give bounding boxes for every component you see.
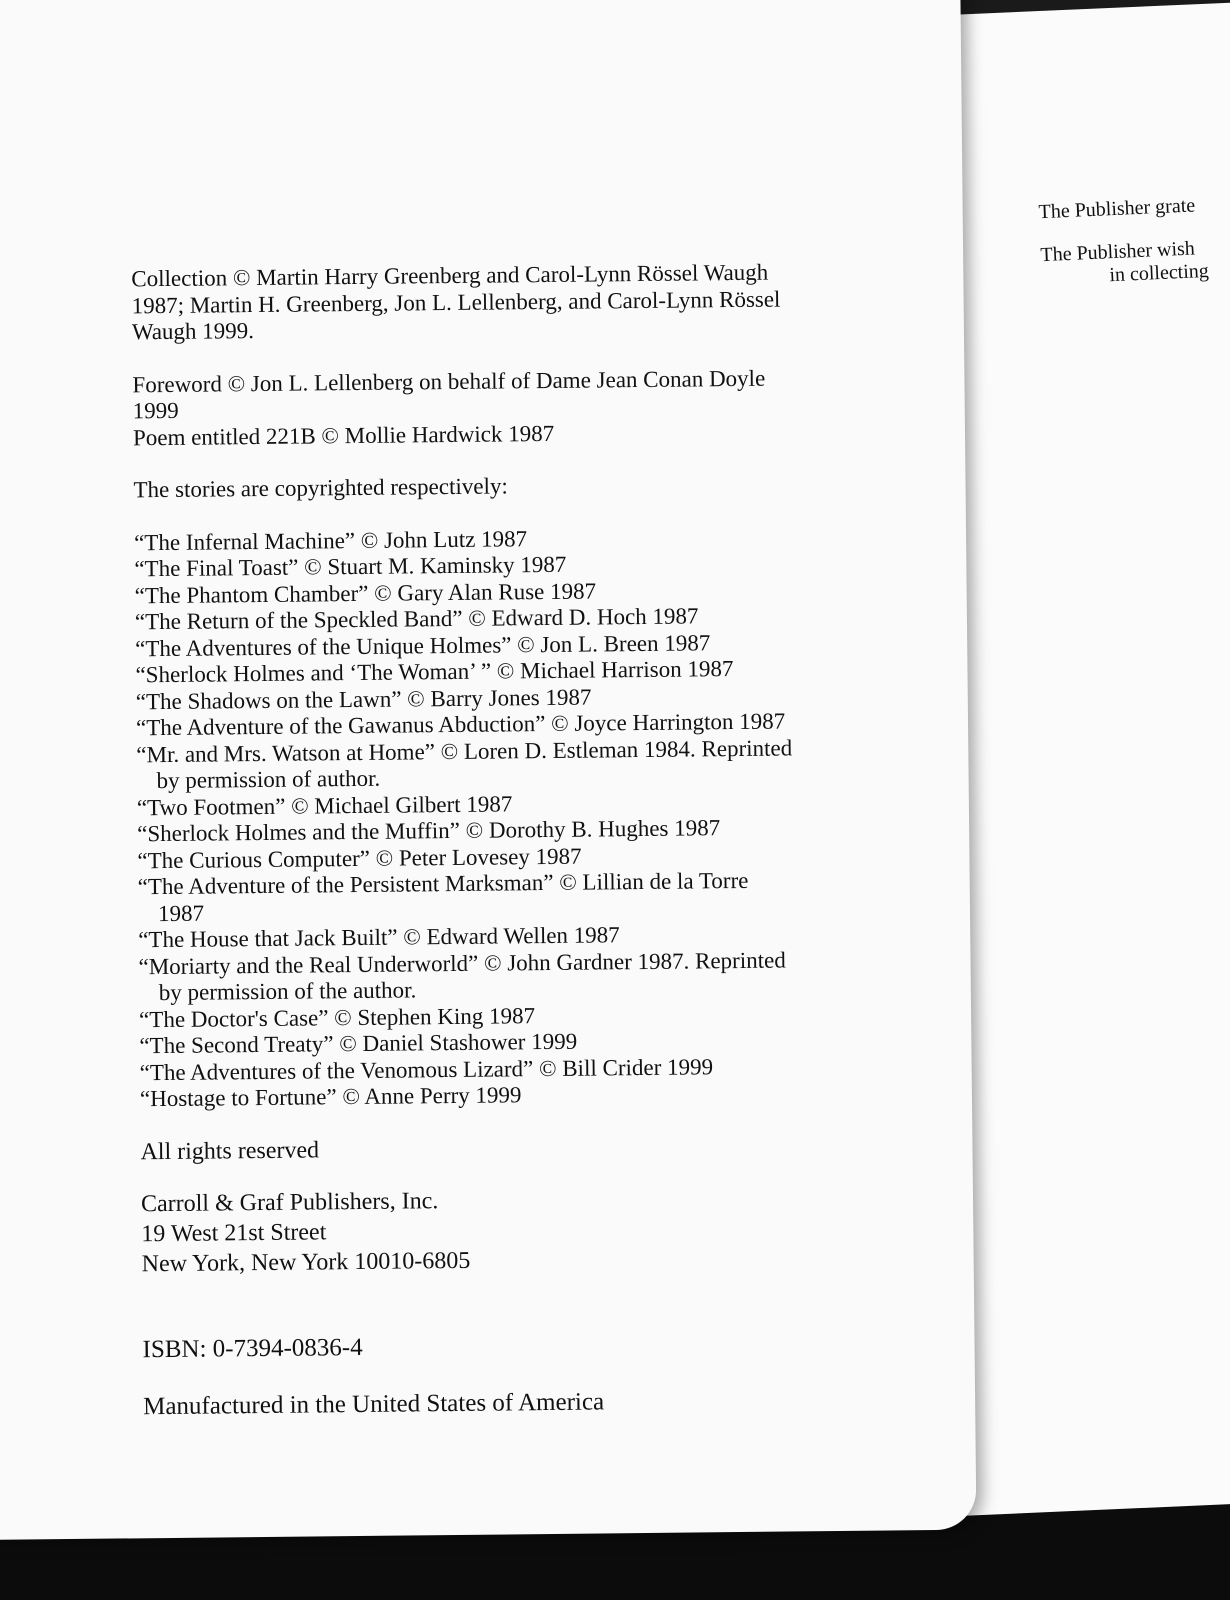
publisher-line: New York, New York 10010-6805 <box>141 1247 471 1278</box>
story-copyright-continuation: by permission of the author. <box>158 977 417 1006</box>
story-copyright-line: “The Adventures of the Venomous Lizard” © Bill Crider 1999 <box>139 1053 714 1085</box>
story-copyright-line: “The Doctor's Case” © Stephen King 1987 <box>138 1002 536 1032</box>
story-copyright-continuation: 1987 <box>157 900 205 926</box>
isbn: ISBN: 0-7394-0836-4 <box>142 1333 363 1364</box>
story-copyright-line: “Moriarty and the Real Underworld” © John Gardner 1987. Reprinted <box>138 947 786 979</box>
manufactured-in: Manufactured in the United States of America <box>143 1387 605 1420</box>
foreword-copyright <box>132 364 913 452</box>
facing-page-text <box>1038 194 1210 310</box>
publisher-line: Carroll & Graf Publishers, Inc. <box>140 1188 439 1218</box>
copyright-content <box>131 258 923 1420</box>
collection-copyright <box>131 258 912 346</box>
story-copyright-line: “The Second Treaty” © Daniel Stashower 1999 <box>139 1028 578 1059</box>
story-copyright-line: “The Phantom Chamber” © Gary Alan Ruse 1987 <box>134 577 597 608</box>
facing-line-1: The Publisher grate <box>1038 194 1196 224</box>
story-copyright-line: “The Curious Computer” © Peter Lovesey 1987 <box>137 843 582 873</box>
poem-line: Poem entitled 221B © Mollie Hardwick 1987 <box>132 420 555 450</box>
collection-line: Collection © Martin Harry Greenberg and Carol-Lynn Rössel Waugh <box>131 259 769 292</box>
foreword-line: Foreword © Jon L. Lellenberg on behalf of Dame Jean Conan Doyle <box>132 365 766 397</box>
publisher-address <box>141 1181 922 1279</box>
story-copyright-line: “The Return of the Speckled Band” © Edward D. Hoch 1987 <box>134 603 699 635</box>
story-copyright-continuation: by permission of author. <box>156 765 381 794</box>
collection-line: Waugh 1999. <box>131 318 255 345</box>
story-copyright-line: “The Infernal Machine” © John Lutz 1987 <box>133 525 528 555</box>
story-copyright-line: “Sherlock Holmes and ‘The Woman’ ” © Michael Harrison 1987 <box>135 656 734 688</box>
story-copyright-line: “The Adventures of the Unique Holmes” © Jon L. Breen 1987 <box>135 629 711 661</box>
facing-line-2: The Publisher wish <box>1040 237 1196 267</box>
publisher-line: 19 West 21st Street <box>141 1219 327 1248</box>
rights-statement: All rights reserved <box>140 1136 320 1165</box>
story-copyright-line: “The Shadows on the Lawn” © Barry Jones 1987 <box>135 684 592 714</box>
foreword-line: 1999 <box>132 397 179 424</box>
stories-list <box>134 522 920 1113</box>
story-copyright-line: “Mr. and Mrs. Watson at Home” © Loren D. Estleman 1984. Reprinted <box>136 734 793 767</box>
story-copyright-line: “Two Footmen” © Michael Gilbert 1987 <box>136 790 513 820</box>
story-copyright-line: “Sherlock Holmes and the Muffin” © Dorothy B. Hughes 1987 <box>137 815 721 847</box>
story-copyright-line: “The Adventure of the Gawanus Abduction” © Joyce Harrington 1987 <box>135 708 786 741</box>
facing-line-3: in collecting <box>1108 259 1210 287</box>
stories-intro: The stories are copyrighted respectively: <box>133 473 508 503</box>
story-copyright-line: “The Adventure of the Persistent Marksman” © Lillian de la Torre <box>137 867 749 900</box>
story-copyright-line: “The Final Toast” © Stuart M. Kaminsky 1987 <box>134 551 567 582</box>
story-copyright-line: “Hostage to Fortune” © Anne Perry 1999 <box>139 1082 522 1112</box>
story-copyright-line: “The House that Jack Built” © Edward Wellen 1987 <box>138 922 620 953</box>
collection-line: 1987; Martin H. Greenberg, Jon L. Lellenberg, and Carol-Lynn Rössel <box>131 286 781 318</box>
